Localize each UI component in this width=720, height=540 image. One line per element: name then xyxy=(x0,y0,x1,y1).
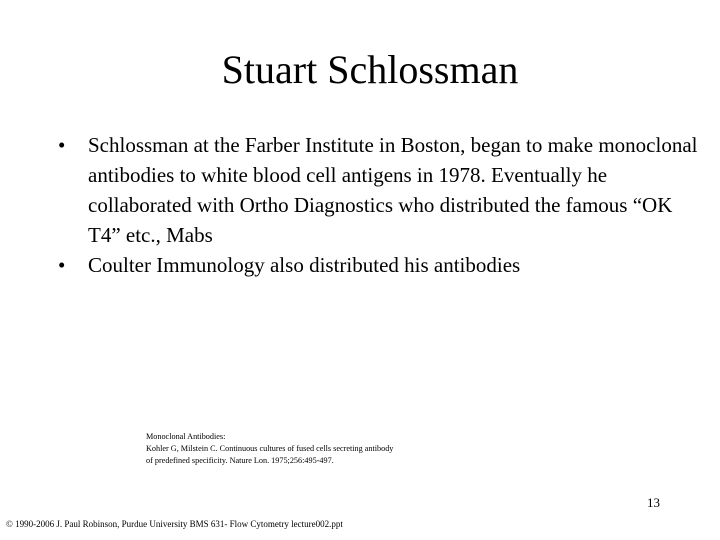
reference-authors: Kohler G, Milstein C. Continuous cultures of fused cells secreting antibody xyxy=(146,444,394,453)
slide-title: Stuart Schlossman xyxy=(221,47,519,92)
page-number: 13 xyxy=(647,495,660,510)
reference-source: of predefined specificity. Nature Lon. 1975;256:495-497. xyxy=(146,456,334,465)
bullet-text: Coulter Immunology also distributed his antibodies xyxy=(88,253,521,277)
copyright-footer: © 1990-2006 J. Paul Robinson, Purdue University BMS 631- Flow Cytometry lecture002.ppt xyxy=(6,519,343,529)
bullet-icon: • xyxy=(58,253,66,277)
bullet-text: Schlossman at the Farber Institute in Boston, began to make monoclonal antibodies to white blood cell antigens in 1978. Eventually he collaborated with Ortho Diagnostics who distributed the famous “OK T4” etc., Mabs xyxy=(88,133,698,247)
bullet-icon: • xyxy=(58,133,66,157)
bullet-item xyxy=(58,130,698,250)
reference-heading: Monoclonal Antibodies: xyxy=(146,432,226,441)
bullet-item xyxy=(58,250,698,280)
bullet-list xyxy=(58,130,698,280)
reference-citation xyxy=(146,431,476,467)
